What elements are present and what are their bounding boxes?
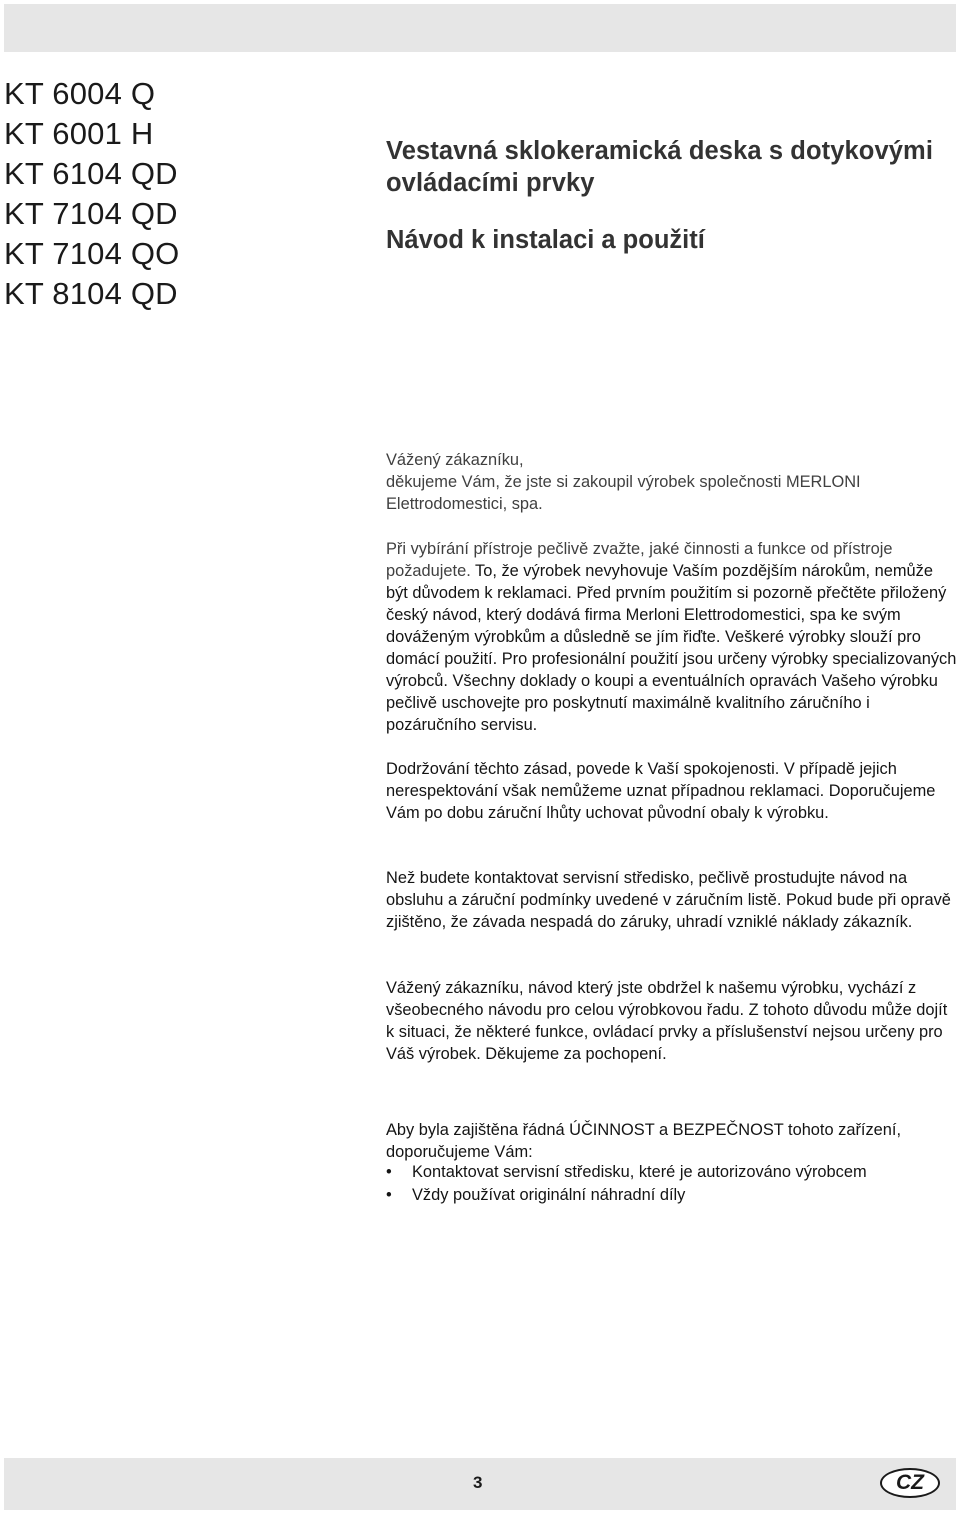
recommendation-list <box>386 1161 958 1206</box>
general-manual-paragraph: Vážený zákazníku, návod který jste obdržel k našemu výrobku, vychází z všeobecného návodu pro celou výrobkovou řadu. Z tohoto důvodu může dojít k situaci, že některé funkce, ovládací prvky a příslušenství nejsou určeny pro Váš výrobek. Děkujeme za pochopení. <box>386 979 948 1063</box>
header-band <box>4 4 956 52</box>
list-item-text: Vždy používat originální náhradní díly <box>412 1185 686 1204</box>
compliance-paragraph: Dodržování těchto zásad, povede k Vaší spokojenosti. V případě jejich nerespektování však nemůžeme uznat případnou reklamaci. Doporučujeme Vám po dobu záruční lhůty uchovat původní obaly k výrobku. <box>386 760 936 822</box>
page-number: 3 <box>473 1473 483 1492</box>
model-list <box>4 74 179 314</box>
document-subtitle: Návod k instalaci a použití <box>386 226 705 254</box>
model-name: KT 8104 QD <box>4 276 178 311</box>
greeting-paragraph: Vážený zákazníku, děkujeme Vám, že jste si zakoupil výrobek společnosti MERLONI Elettrodomestici, spa. <box>386 451 861 513</box>
list-item-text: Kontaktovat servisní středisku, které je autorizováno výrobcem <box>412 1163 867 1181</box>
list-item <box>386 1184 958 1207</box>
selection-paragraph <box>386 538 958 736</box>
model-name: KT 6104 QD <box>4 156 178 191</box>
model-name: KT 7104 QD <box>4 196 178 231</box>
model-name: KT 7104 QO <box>4 236 180 271</box>
model-name: KT 6004 Q <box>4 76 156 111</box>
selection-intro: Při vybírání přístroje pečlivě zvažte, jaké činnosti a funkce od přístroje požadujete. <box>386 540 893 580</box>
model-name: KT 6001 H <box>4 116 154 151</box>
service-paragraph: Než budete kontaktovat servisní středisko, pečlivě prostudujte návod na obsluhu a záruční podmínky uvedené v záručním listě. Pokud bude při opravě zjištěno, že závada nespadá do záruky, uhradí vzniklé náklady zákazník. <box>386 869 951 931</box>
safety-paragraph: Aby byla zajištěna řádná ÚČINNOST a BEZPEČNOST tohoto zařízení, doporučujeme Vám: <box>386 1121 902 1161</box>
bullet-icon: • <box>386 1185 392 1204</box>
document-title: Vestavná sklokeramická deska s dotykovými ovládacími prvky <box>386 137 934 197</box>
selection-rest: To, že výrobek nevyhovuje Vaším pozdějším nárokům, nemůže být důvodem k reklamaci. Před prvním použitím si pozorně přečtěte přiložený český návod, který dodává firma Merloni Elettrodomestici, spa ke svým dováženým výrobkům a důsledně se jím řiďte. Veškeré výrobky slouží pro domácí použití. Pro profesionální použití jsou určeny výrobky specializovaných výrobců. Všechny doklady o koupi a eventuálních opravách Vašeho výrobku pečlivě uschovejte pro poskytnutí maximálně kvalitního záručního i pozáručního servisu. <box>386 562 957 734</box>
list-item <box>386 1161 958 1184</box>
language-badge: CZ <box>880 1468 940 1498</box>
bullet-icon: • <box>386 1163 392 1181</box>
